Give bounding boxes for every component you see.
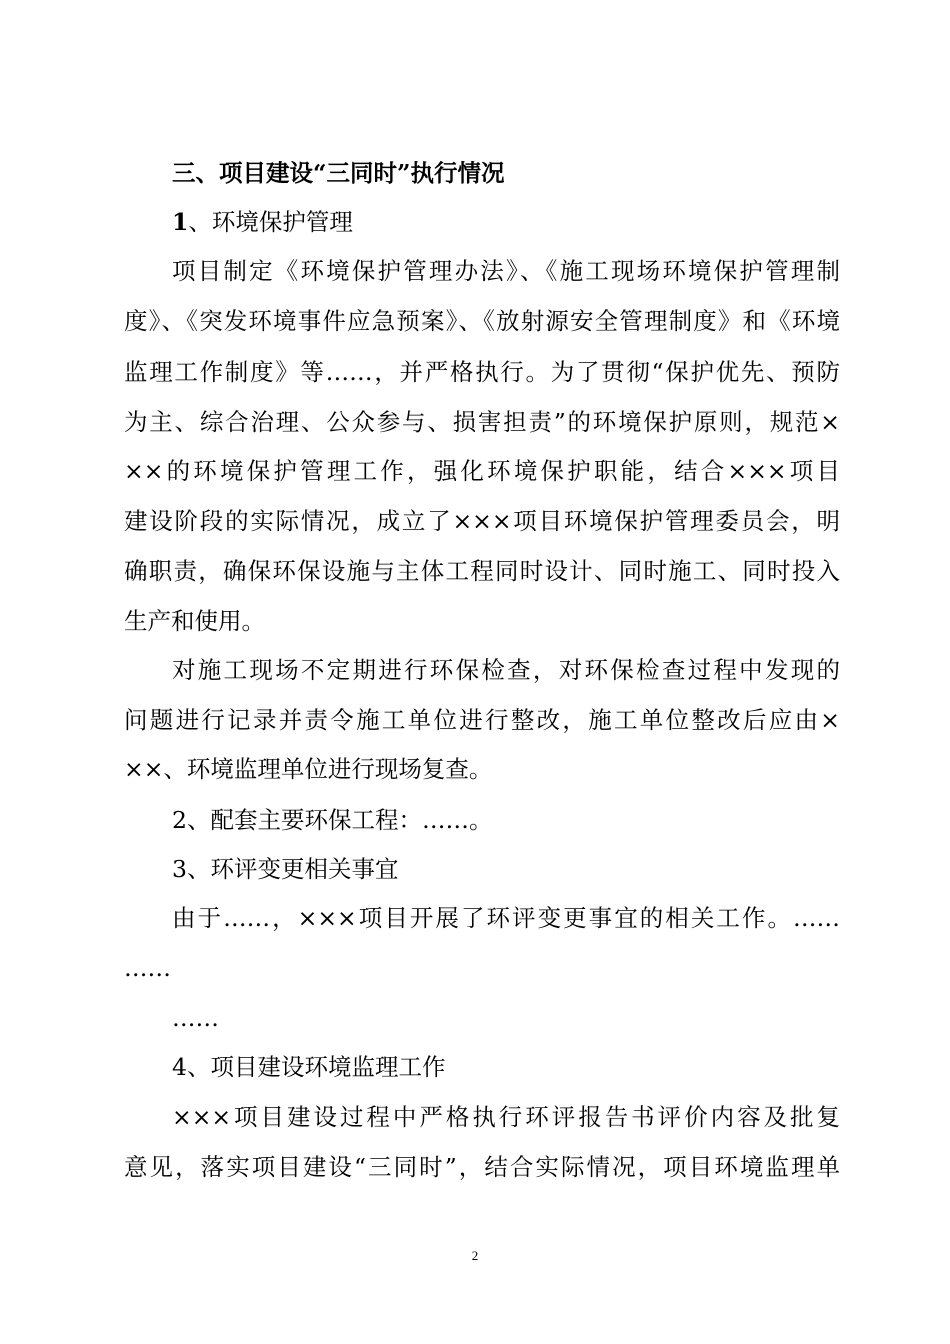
subsection-3-title: 3、环评变更相关事宜 <box>172 855 399 883</box>
paragraph-4-line: ×××项目建设过程中严格执行环评报告书评价内容及批复 <box>172 1103 840 1131</box>
subsection-1-text: 、环境保护管理 <box>188 208 353 236</box>
paragraph-1-line: 监理工作制度》等……，并严格执行。为了贯彻“保护优先、预防 <box>124 358 840 386</box>
paragraph-1-line: 建设阶段的实际情况，成立了×××项目环境保护管理委员会，明 <box>124 507 840 535</box>
page-number: 2 <box>471 1248 479 1263</box>
paragraph-1-line: 为主、综合治理、公众参与、损害担责”的环境保护原则，规范× <box>124 408 840 436</box>
paragraph-3-line: 由于……，×××项目开展了环评变更事宜的相关工作。…… <box>172 904 840 932</box>
subsection-4-title: 4、项目建设环境监理工作 <box>172 1053 446 1081</box>
ellipsis-line: …… <box>172 1004 219 1032</box>
subsection-2-title: 2、配套主要环保工程：……。 <box>172 806 493 834</box>
paragraph-1-line: 项目制定《环境保护管理办法》、《施工现场环境保护管理制 <box>172 257 840 285</box>
paragraph-3-line: …… <box>124 954 171 982</box>
paragraph-1-line: 度》、《突发环境事件应急预案》、《放射源安全管理制度》和《环境 <box>124 307 840 335</box>
paragraph-2-line: 对施工现场不定期进行环保检查，对环保检查过程中发现的 <box>172 656 840 684</box>
paragraph-1-line: 确职责，确保环保设施与主体工程同时设计、同时施工、同时投入 <box>124 557 840 585</box>
subsection-1-number: 1 <box>172 208 189 236</box>
paragraph-2-line: ××、环境监理单位进行现场复查。 <box>124 755 493 783</box>
paragraph-4-line: 意见，落实项目建设“三同时”，结合实际情况，项目环境监理单 <box>124 1153 840 1181</box>
section-heading: 三、项目建设“三同时”执行情况 <box>172 159 505 187</box>
paragraph-2-line: 问题进行记录并责令施工单位进行整改，施工单位整改后应由× <box>124 706 840 734</box>
paragraph-1-line: ××的环境保护管理工作，强化环境保护职能，结合×××项目 <box>124 457 840 485</box>
subsection-1-title <box>172 197 840 247</box>
paragraph-1-line: 生产和使用。 <box>124 607 265 635</box>
